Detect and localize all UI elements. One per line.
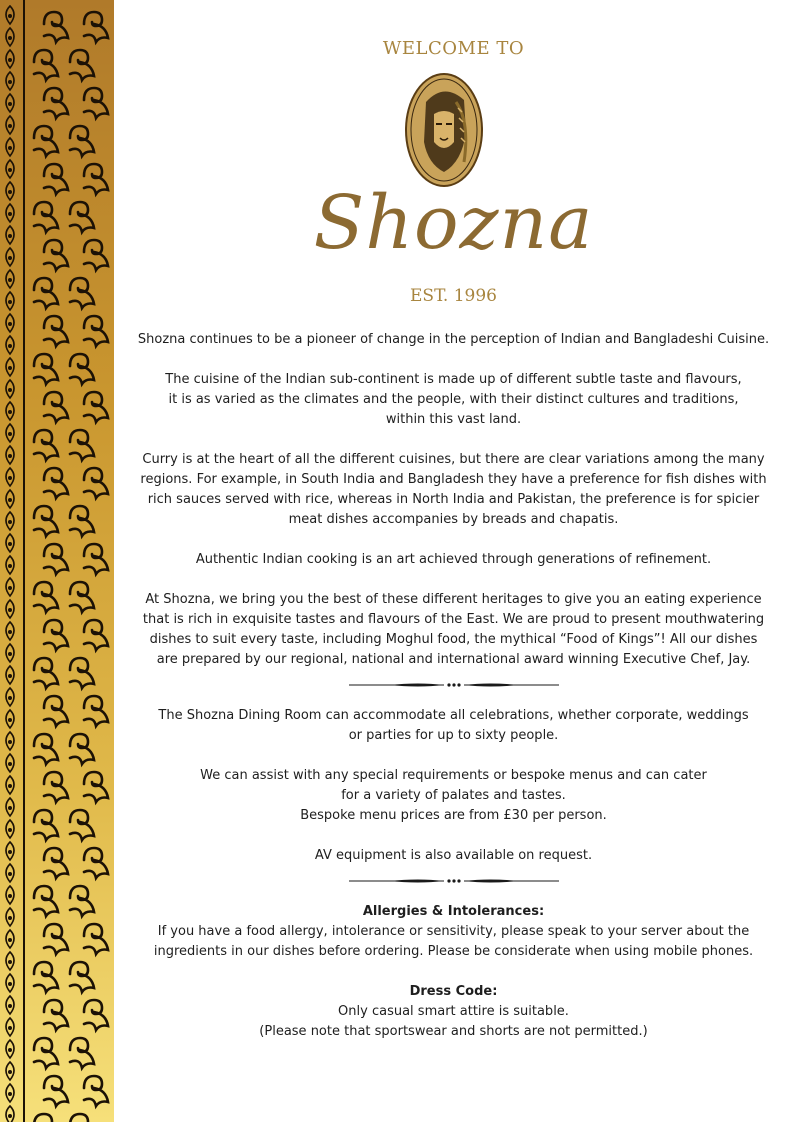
portrait-logo xyxy=(404,72,484,188)
dining-paragraph-3: AV equipment is also available on request. xyxy=(314,848,593,863)
decorative-border xyxy=(0,0,114,1122)
dress-code-text: Only casual smart attire is suitable. (Please note that sportswear and shorts are not permitted.) xyxy=(259,1004,648,1039)
intro-paragraph-1: Shozna continues to be a pioneer of change in the perception of Indian and Bangladeshi Cuisine. xyxy=(137,332,770,347)
established-year: EST. 1996 xyxy=(410,286,497,306)
menu-body xyxy=(132,330,775,1062)
paisley-pattern xyxy=(0,0,114,1122)
restaurant-logo: Shozna xyxy=(313,180,594,266)
intro-paragraph-4: Authentic Indian cooking is an art achieved through generations of refinement. xyxy=(195,552,712,567)
welcome-heading: WELCOME TO xyxy=(382,38,525,59)
intro-paragraph-3: Curry is at the heart of all the different cuisines, but there are clear variations among the many regions. For example, in South India and Bangladesh they have a preference for fish dishes with rich sauces served with rice, whereas in North India and Pakistan, the preference is for spicier meat dishes accompanies by breads and chapatis. xyxy=(140,452,767,527)
dining-paragraph-2: We can assist with any special requirements or bespoke menus and can cater for a variety of palates and tastes. Bespoke menu prices are from £30 per person. xyxy=(200,768,707,823)
dining-paragraph-1: The Shozna Dining Room can accommodate all celebrations, whether corporate, weddings or parties for up to sixty people. xyxy=(158,708,749,743)
ornamental-divider xyxy=(349,876,559,886)
allergies-text: If you have a food allergy, intolerance or sensitivity, please speak to your server about the ingredients in our dishes before ordering. Please be considerate when using mobile phones. xyxy=(153,924,754,959)
ornamental-divider xyxy=(349,680,559,690)
allergies-heading: Allergies & Intolerances: xyxy=(362,904,545,919)
dress-code-heading: Dress Code: xyxy=(409,984,498,999)
menu-page xyxy=(114,0,793,1122)
intro-paragraph-2: The cuisine of the Indian sub-continent is made up of different subtle taste and flavours, it is as varied as the climates and the people, with their distinct cultures and traditions, within this vast land. xyxy=(165,372,742,427)
intro-paragraph-5: At Shozna, we bring you the best of these different heritages to give you an eating experience that is rich in exquisite tastes and flavours of the East. We are proud to present mouthwatering dishes to suit every taste, including Moghul food, the mythical “Food of Kings”! All our dishes are prepared by our regional, national and international award winning Executive Chef, Jay. xyxy=(142,592,765,667)
